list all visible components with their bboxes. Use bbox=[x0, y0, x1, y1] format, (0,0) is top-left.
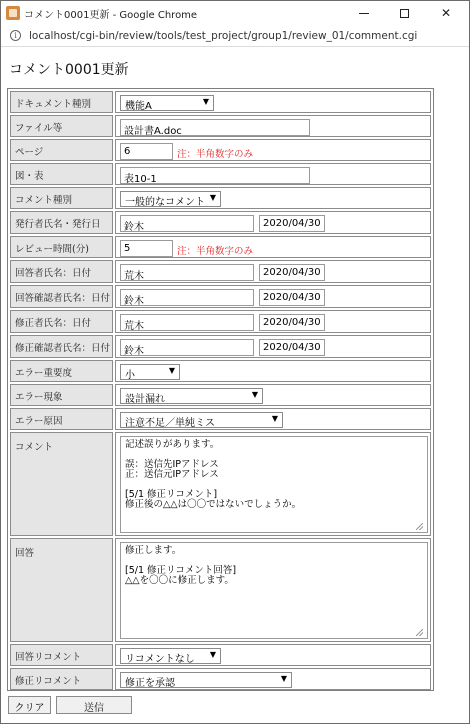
phenomenon-value: 設計漏れ bbox=[125, 394, 165, 404]
row-file bbox=[10, 115, 431, 137]
answerer-name-input[interactable]: 荒木 bbox=[120, 264, 254, 281]
app-icon bbox=[6, 6, 20, 20]
page-cell bbox=[115, 139, 431, 161]
row-answer-checker bbox=[10, 285, 431, 308]
chevron-down-icon: ▼ bbox=[209, 193, 216, 202]
submit-button[interactable]: 送信 bbox=[56, 696, 132, 714]
comment-type-select[interactable] bbox=[120, 191, 221, 207]
cause-label: エラー原因 bbox=[10, 408, 113, 430]
comment-label: コメント bbox=[10, 432, 113, 536]
file-cell bbox=[115, 115, 431, 137]
answer-recomment-cell bbox=[115, 644, 431, 666]
answer-checker-date-input[interactable]: 2020/04/30 bbox=[259, 289, 325, 306]
issuer-date-input[interactable]: 2020/04/30 bbox=[259, 215, 325, 232]
comment-form-table bbox=[7, 88, 434, 691]
answer-checker-label: 回答確認者氏名：日付 bbox=[10, 285, 113, 308]
row-issuer bbox=[10, 211, 431, 234]
phenomenon-cell bbox=[115, 384, 431, 406]
answer-checker-name-input[interactable]: 鈴木 bbox=[120, 289, 254, 306]
close-button[interactable] bbox=[426, 1, 466, 25]
minimize-button[interactable] bbox=[344, 1, 384, 25]
issuer-cell bbox=[115, 211, 431, 234]
chevron-down-icon: ▼ bbox=[209, 650, 216, 659]
fixer-cell bbox=[115, 310, 431, 333]
row-page bbox=[10, 139, 431, 161]
fixer-date-input[interactable]: 2020/04/30 bbox=[259, 314, 325, 331]
fix-checker-date-input[interactable]: 2020/04/30 bbox=[259, 339, 325, 356]
title-bar bbox=[1, 1, 469, 25]
fix-recomment-select[interactable] bbox=[120, 672, 292, 688]
fix-checker-name-input[interactable]: 鈴木 bbox=[120, 339, 254, 356]
row-review-time bbox=[10, 236, 431, 258]
issuer-name-input[interactable]: 鈴木 bbox=[120, 215, 254, 232]
info-icon[interactable]: i bbox=[10, 30, 21, 41]
page-note: 注：半角数字のみ bbox=[177, 149, 254, 160]
chevron-down-icon: ▼ bbox=[251, 390, 258, 399]
issuer-label: 発行者氏名・発行日 bbox=[10, 211, 113, 234]
file-label: ファイル等 bbox=[10, 115, 113, 137]
address-bar[interactable] bbox=[1, 25, 469, 47]
answer-cell bbox=[115, 538, 431, 642]
answerer-cell bbox=[115, 260, 431, 283]
fixer-label: 修正者氏名：日付 bbox=[10, 310, 113, 333]
fix-recomment-value: 修正を承認 bbox=[125, 678, 175, 688]
comment-type-cell bbox=[115, 187, 431, 209]
chevron-down-icon: ▼ bbox=[280, 674, 287, 683]
minimize-icon bbox=[359, 13, 369, 14]
resize-grip-icon[interactable] bbox=[416, 523, 423, 530]
fix-checker-cell bbox=[115, 335, 431, 358]
chevron-down-icon: ▼ bbox=[168, 366, 175, 375]
cause-select[interactable] bbox=[120, 412, 283, 428]
maximize-icon bbox=[400, 9, 409, 18]
clear-button[interactable]: クリア bbox=[8, 696, 51, 714]
row-phenomenon bbox=[10, 384, 431, 406]
row-figure bbox=[10, 163, 431, 185]
row-answerer bbox=[10, 260, 431, 283]
comment-type-value: 一般的なコメント bbox=[125, 197, 205, 207]
comment-textarea[interactable]: 記述誤りがあります。 誤：送信先IPアドレス 正：送信元IPアドレス [5/1 修正リコメント] 修正後の△△は〇〇ではないでしょうか。 bbox=[120, 436, 428, 533]
page-title: コメント0001更新 bbox=[9, 62, 129, 78]
row-answer bbox=[10, 538, 431, 642]
figure-cell bbox=[115, 163, 431, 185]
answer-recomment-label: 回答リコメント bbox=[10, 644, 113, 666]
row-fix-recomment bbox=[10, 668, 431, 690]
row-comment bbox=[10, 432, 431, 536]
fix-recomment-cell bbox=[115, 668, 431, 690]
comment-type-label: コメント種別 bbox=[10, 187, 113, 209]
figure-input[interactable]: 表10-1 bbox=[120, 167, 310, 184]
row-comment-type bbox=[10, 187, 431, 209]
severity-label: エラー重要度 bbox=[10, 360, 113, 382]
doc-type-cell bbox=[115, 91, 431, 113]
window-title: コメント0001更新 - Google Chrome bbox=[24, 10, 198, 21]
row-severity bbox=[10, 360, 431, 382]
severity-cell bbox=[115, 360, 431, 382]
row-cause bbox=[10, 408, 431, 430]
page-input[interactable]: 6 bbox=[120, 143, 173, 160]
answerer-label: 回答者氏名：日付 bbox=[10, 260, 113, 283]
figure-label: 図・表 bbox=[10, 163, 113, 185]
severity-value: 小 bbox=[125, 370, 135, 380]
maximize-button[interactable] bbox=[384, 1, 424, 25]
resize-grip-icon[interactable] bbox=[416, 629, 423, 636]
answerer-date-input[interactable]: 2020/04/30 bbox=[259, 264, 325, 281]
fixer-name-input[interactable]: 荒木 bbox=[120, 314, 254, 331]
review-time-input[interactable]: 5 bbox=[120, 240, 173, 257]
row-fixer bbox=[10, 310, 431, 333]
close-icon: ✕ bbox=[440, 6, 452, 20]
row-doc-type bbox=[10, 91, 431, 113]
chevron-down-icon: ▼ bbox=[202, 97, 209, 106]
answer-checker-cell bbox=[115, 285, 431, 308]
severity-select[interactable] bbox=[120, 364, 180, 380]
doc-type-select[interactable] bbox=[120, 95, 214, 111]
review-time-cell bbox=[115, 236, 431, 258]
cause-cell bbox=[115, 408, 431, 430]
page-label: ページ bbox=[10, 139, 113, 161]
fix-recomment-label: 修正リコメント bbox=[10, 668, 113, 690]
row-answer-recomment bbox=[10, 644, 431, 666]
file-input[interactable]: 設計書A.doc bbox=[120, 119, 310, 136]
answer-recomment-value: リコメントなし bbox=[125, 654, 195, 664]
url-text[interactable]: localhost/cgi-bin/review/tools/test_project/group1/review_01/comment.cgi bbox=[29, 30, 418, 42]
chevron-down-icon: ▼ bbox=[271, 414, 278, 423]
review-time-label: レビュー時間(分) bbox=[10, 236, 113, 258]
doc-type-value: 機能A bbox=[125, 101, 152, 111]
phenomenon-select[interactable] bbox=[120, 388, 263, 404]
review-time-note: 注：半角数字のみ bbox=[177, 246, 254, 257]
answer-recomment-select[interactable] bbox=[120, 648, 221, 664]
row-fix-checker bbox=[10, 335, 431, 358]
answer-label: 回答 bbox=[10, 538, 113, 642]
cause-value: 注意不足／単純ミス bbox=[125, 418, 215, 428]
comment-cell bbox=[115, 432, 431, 536]
phenomenon-label: エラー現象 bbox=[10, 384, 113, 406]
fix-checker-label: 修正確認者氏名：日付 bbox=[10, 335, 113, 358]
doc-type-label: ドキュメント種別 bbox=[10, 91, 113, 113]
answer-textarea[interactable]: 修正します。 [5/1 修正リコメント回答] △△を〇〇に修正します。 bbox=[120, 542, 428, 639]
